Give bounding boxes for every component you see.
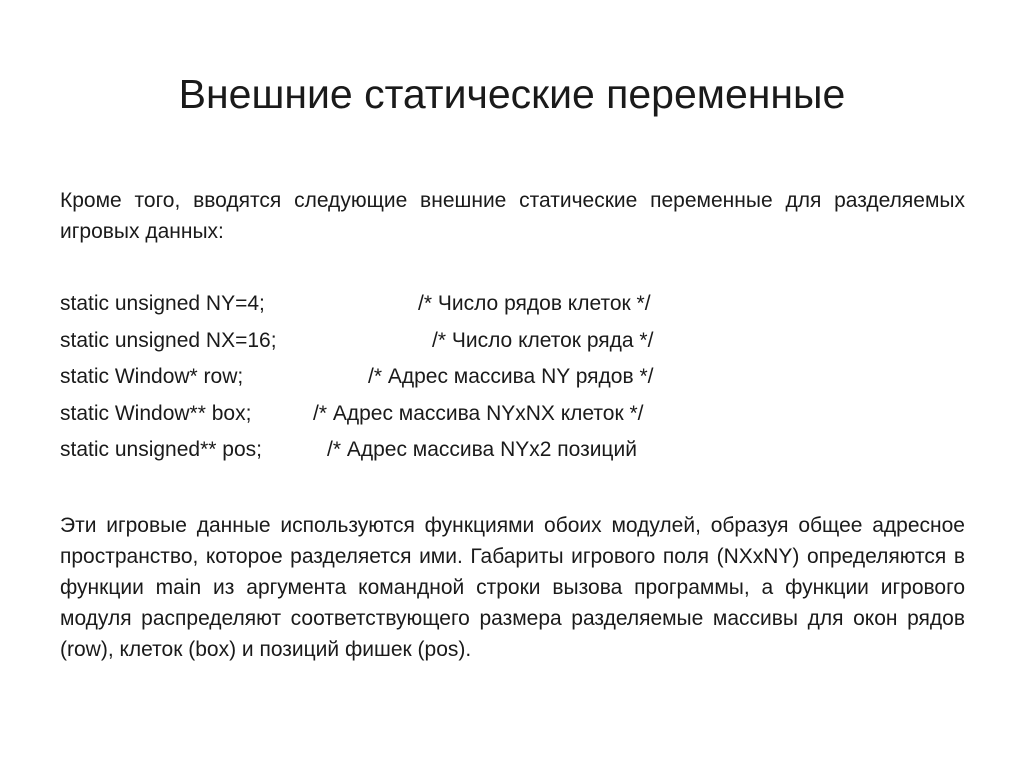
outro-paragraph: Эти игровые данные используются функциями обоих модулей, образуя общее адресное пространство, которое разделяется ими. Габариты игрового поля (NXxNY) определяются в функции main из аргумента командной строки вызова программы, а функции игрового модуля распределяют соответствующего размера разделяемые массивы для окон рядов (row), клеток (box) и позиций фишек (pos). xyxy=(60,514,965,661)
code-comment: /* Адрес массива NYxNX клеток */ xyxy=(313,401,644,425)
code-declaration: static unsigned NY=4; xyxy=(60,292,265,315)
code-comment: /* Адрес массива NY рядов */ xyxy=(368,365,654,388)
code-declaration: static unsigned NX=16; xyxy=(60,328,277,352)
intro-paragraph: Кроме того, вводятся следующие внешние статические переменные для разделяемых игровых данных: xyxy=(60,189,965,243)
code-line xyxy=(60,325,965,362)
code-comment: /* Число рядов клеток */ xyxy=(418,292,651,315)
code-line xyxy=(60,434,965,471)
code-line xyxy=(60,398,965,435)
code-comment: /* Адрес массива NYx2 позиций xyxy=(327,438,637,461)
code-declaration: static Window** box; xyxy=(60,401,252,425)
code-comment: /* Число клеток ряда */ xyxy=(432,328,654,352)
code-line xyxy=(60,288,965,325)
slide-title: Внешние статические переменные xyxy=(178,71,846,117)
code-declaration: static Window* row; xyxy=(60,365,244,388)
code-line xyxy=(60,361,965,398)
code-block xyxy=(60,288,965,471)
code-declaration: static unsigned** pos; xyxy=(60,438,262,461)
